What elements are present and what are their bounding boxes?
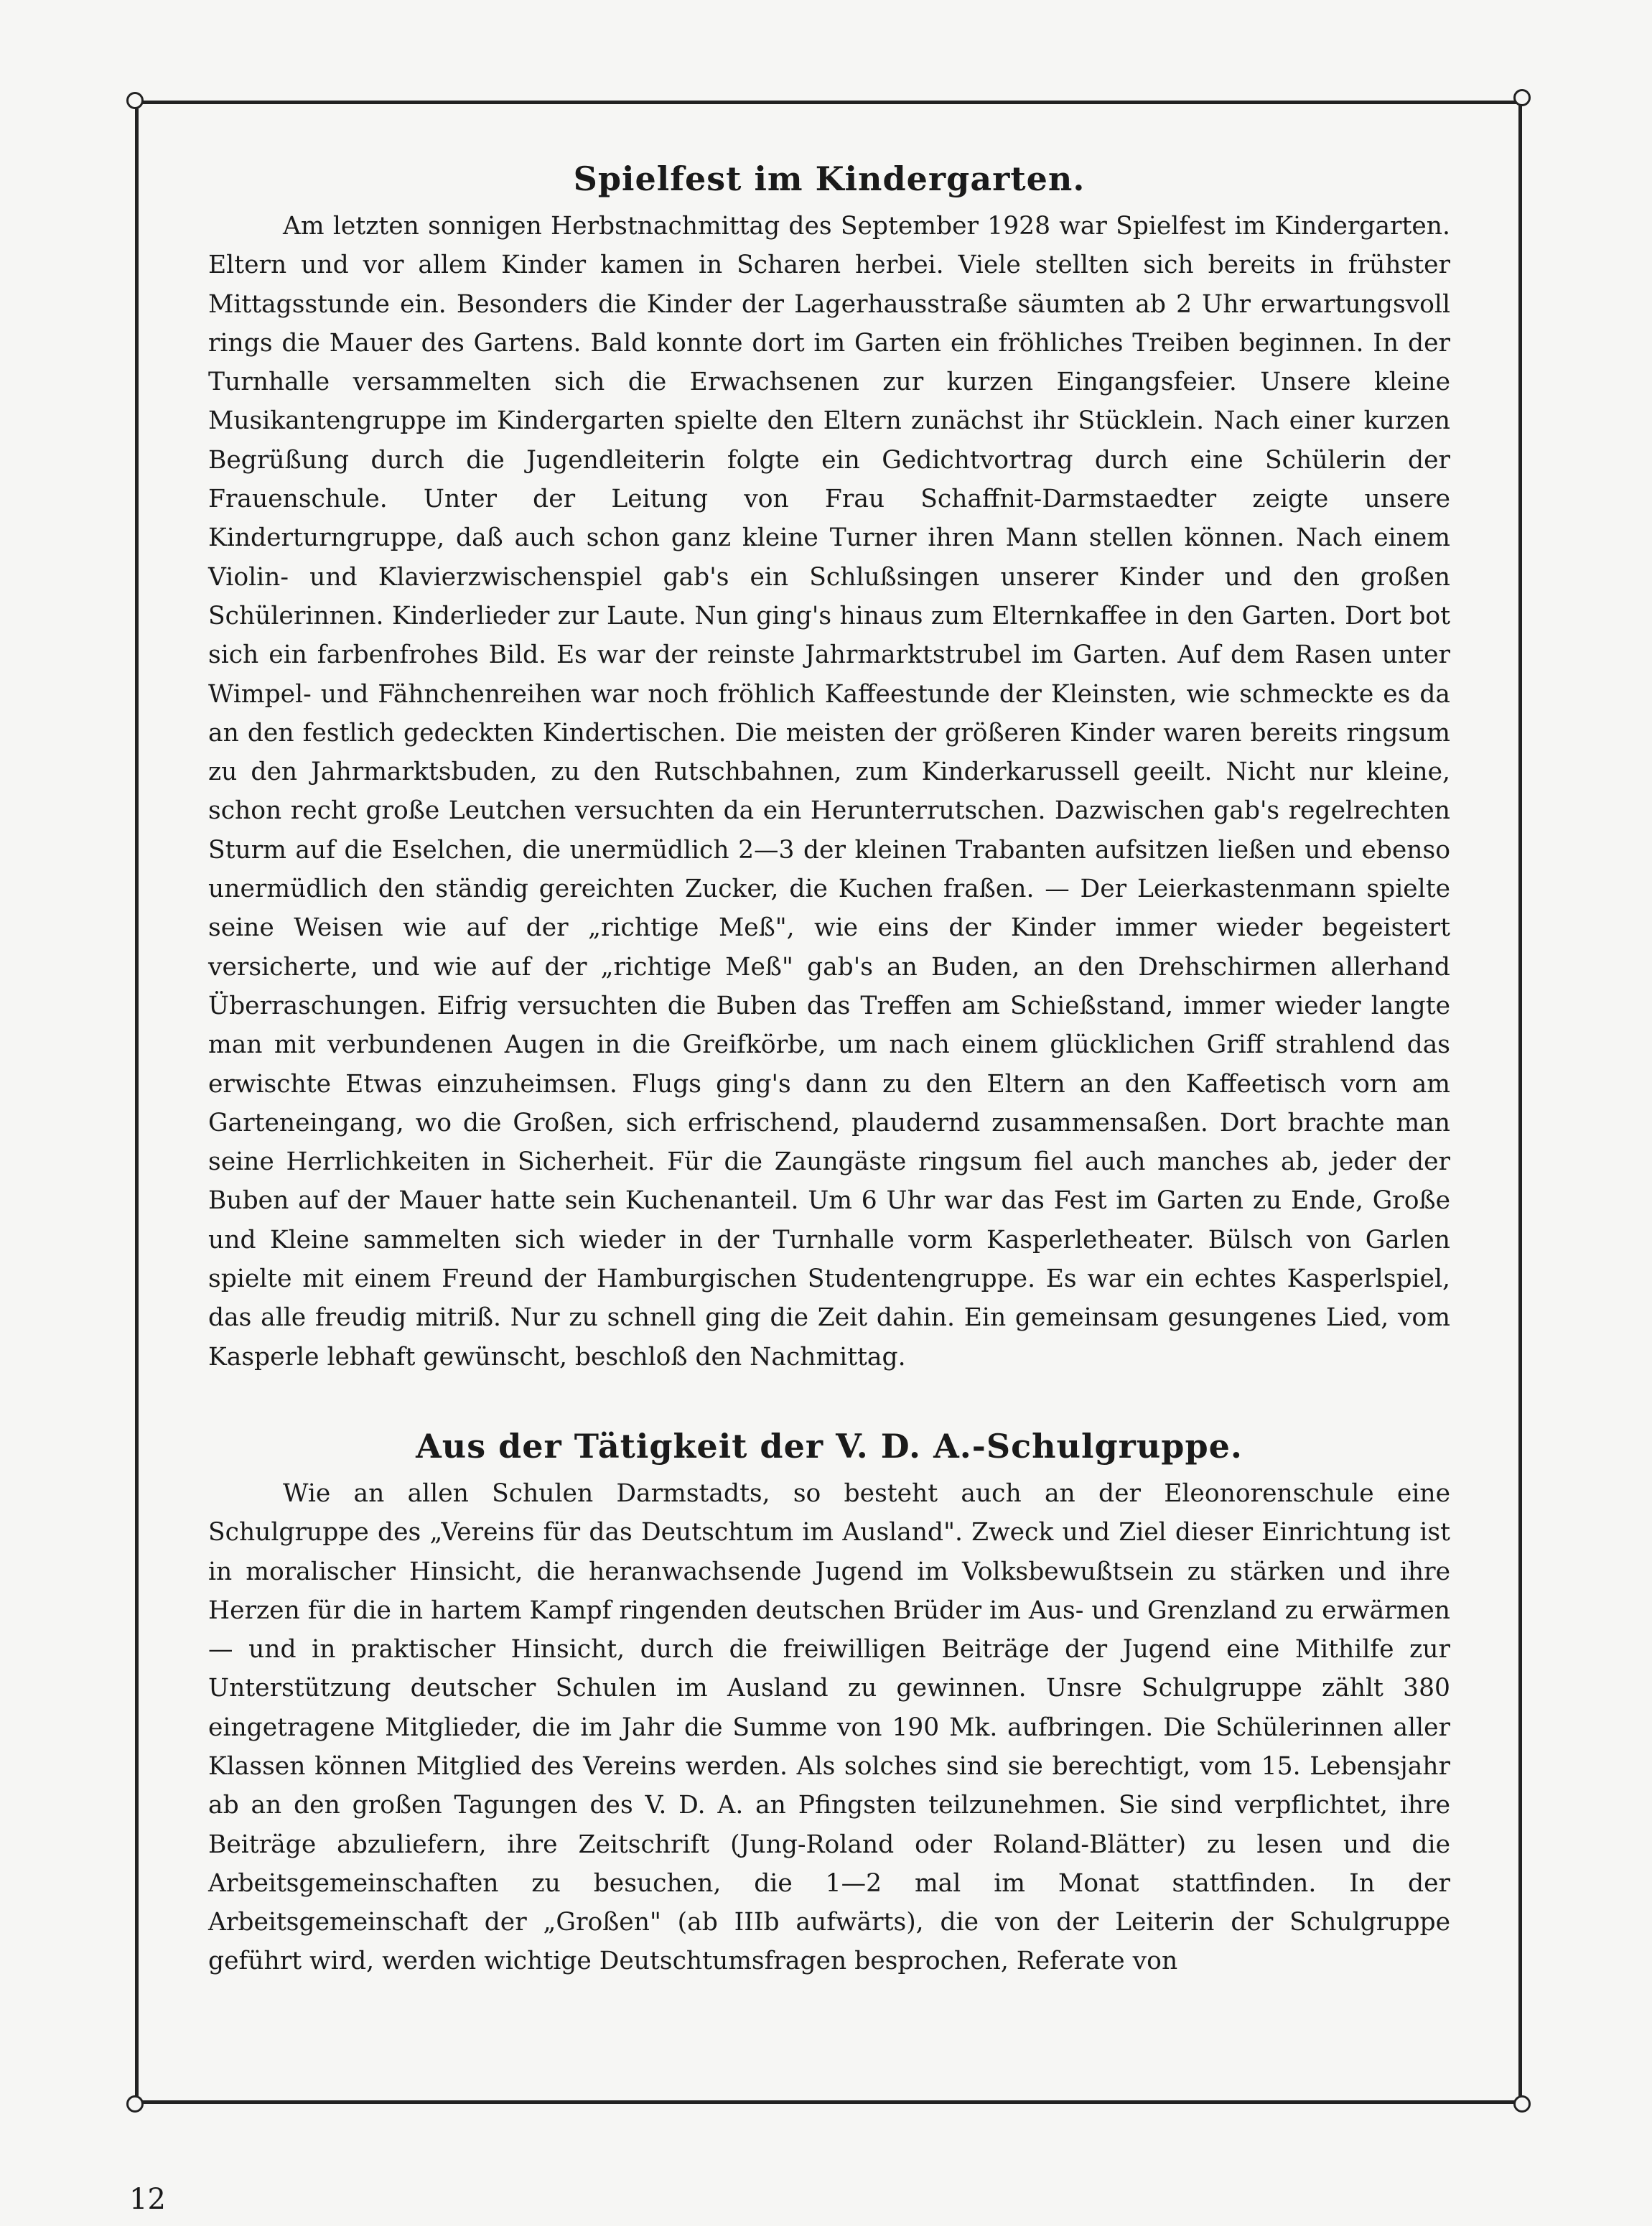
frame-corner-ornament: [126, 2095, 144, 2113]
page-number: 12: [129, 2183, 166, 2216]
article-body-vda: Wie an allen Schulen Darmstadts, so besteht auch an der Eleonorenschule eine Schulgruppe des „Vereins für das Deutschtum im Ausland". Zweck und Ziel dieser Einrichtung ist in moralischer Hinsicht, die heranwachsende Jugend im Volksbewußtsein zu stärken und ihre Herzen für die in hartem Kampf ringenden deutschen Brüder im Aus- und Grenzland zu erwärmen — und in praktischer Hinsicht, durch die freiwilligen Beiträge der Jugend eine Mithilfe zur Unterstützung deutscher Schulen im Ausland zu gewinnen. Unsre Schulgruppe zählt 380 eingetragene Mitglieder, die im Jahr die Summe von 190 Mk. aufbringen. Die Schülerinnen aller Klassen können Mitglied des Vereins werden. Als solches sind sie berechtigt, vom 15. Lebensjahr ab an den großen Tagungen des V. D. A. an Pfingsten teilzunehmen. Sie sind verpflichtet, ihre Beiträge abzuliefern, ihre Zeitschrift (Jung-Roland oder Roland-Blätter) zu lesen und die Arbeitsgemeinschaften zu besuchen, die 1—2 mal im Monat stattfinden. In der Arbeitsgemeinschaft der „Großen" (ab IIIb aufwärts), die von der Leiterin der Schulgruppe geführt wird, werden wichtige Deutschtumsfragen besprochen, Referate von: [208, 1478, 1450, 1976]
frame-corner-ornament: [126, 92, 144, 109]
article-title-spielfest: Spielfest im Kindergarten.: [573, 159, 1086, 198]
article-title-vda: Aus der Tätigkeit der V. D. A.-Schulgruppe.: [416, 1426, 1243, 1466]
frame-corner-ornament: [1513, 2095, 1531, 2113]
page-content: [208, 144, 1450, 1981]
article-body-spielfest: Am letzten sonnigen Herbstnachmittag des September 1928 war Spielfest im Kindergarten. Eltern und vor allem Kinder kamen in Scharen herbei. Viele stellten sich bereits in frühster Mittagsstunde ein. Besonders die Kinder der Lagerhausstraße säumten ab 2 Uhr erwartungsvoll rings die Mauer des Gartens. Bald konnte dort im Garten ein fröhliches Treiben beginnen. In der Turnhalle versammelten sich die Erwachsenen zur kurzen Eingangsfeier. Unsere kleine Musikantengruppe im Kindergarten spielte den Eltern zunächst ihr Stücklein. Nach einer kurzen Begrüßung durch die Jugendleiterin folgte ein Gedichtvortrag durch eine Schülerin der Frauenschule. Unter der Leitung von Frau Schaffnit-Darmstaedter zeigte unsere Kinderturngruppe, daß auch schon ganz kleine Turner ihren Mann stellen können. Nach einem Violin- und Klavierzwischenspiel gab's ein Schlußsingen unserer Kinder und den großen Schülerinnen. Kinderlieder zur Laute. Nun ging's hinaus zum Elternkaffee in den Garten. Dort bot sich ein farbenfrohes Bild. Es war der reinste Jahrmarktstrubel im Garten. Auf dem Rasen unter Wimpel- und Fähnchenreihen war noch fröhlich Kaffeestunde der Kleinsten, wie schmeckte es da an den festlich gedeckten Kindertischen. Die meisten der größeren Kinder waren bereits ringsum zu den Jahrmarktsbuden, zu den Rutschbahnen, zum Kinderkarussell geeilt. Nicht nur kleine, schon recht große Leutchen versuchten da ein Herunterrutschen. Dazwischen gab's regelrechten Sturm auf die Eselchen, die unermüdlich 2—3 der kleinen Trabanten aufsitzen ließen und ebenso unermüdlich den ständig gereichten Zucker, die Kuchen fraßen. — Der Leierkastenmann spielte seine Weisen wie auf der „richtige Meß", wie eins der Kinder immer wieder begeistert versicherte, und wie auf der „richtige Meß" gab's an Buden, an den Drehschirmen allerhand Überraschungen. Eifrig versuchten die Buben das Treffen am Schießstand, immer wieder langte man mit verbundenen Augen in die Greifkörbe, um nach einem glücklichen Griff strahlend das erwischte Etwas einzuheimsen. Flugs ging's dann zu den Eltern an den Kaffeetisch vorn am Garteneingang, wo die Großen, sich erfrischend, plaudernd zusammensaßen. Dort brachte man seine Herrlichkeiten in Sicherheit. Für die Zaungäste ringsum fiel auch manches ab, jeder der Buben auf der Mauer hatte sein Kuchenanteil. Um 6 Uhr war das Fest im Garten zu Ende, Große und Kleine sammelten sich wieder in der Turnhalle vorm Kasperletheater. Bülsch von Garlen spielte mit einem Freund der Hamburgischen Studentengruppe. Es war ein echtes Kasperlspiel, das alle freudig mitriß. Nur zu schnell ging die Zeit dahin. Ein gemeinsam gesungenes Lied, vom Kasperle lebhaft gewünscht, beschloß den Nachmittag.: [208, 212, 1450, 1372]
frame-corner-ornament: [1513, 89, 1531, 106]
